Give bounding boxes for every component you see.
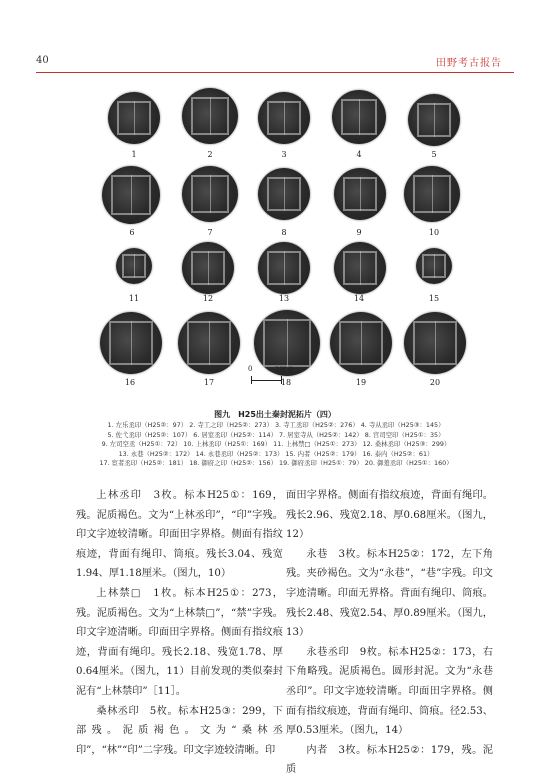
paragraph: 上林禁□ 1枚。标本H25①：273，残。泥质褐色。文为“上林禁□”，“禁”字残。印文字迹清晰。印面田字界格。侧面有指纹痕迹，背面有绳印。残长2.18、残宽1.78、厚0.64厘米。（图九，11）目前发现的类似秦封泥有“上林禁印”［11］。 — [76, 587, 283, 697]
seal-number: 7 — [207, 228, 213, 237]
paragraph: 永巷 3枚。标本H25②：172，左下角残。夹砂褐色。文为“永巷”，“巷”字残。印文字迹清晰。印面无界格。背面有绳印、筒痕。残长2.48、残宽2.54、厚0.89厘米。（图九，13） — [286, 548, 493, 639]
seal-number: 16 — [124, 378, 136, 387]
body-column-left — [76, 486, 283, 760]
seal-number: 10 — [428, 228, 440, 237]
seal-rubbing — [100, 312, 162, 374]
seal-number: 12 — [202, 294, 214, 303]
caption-line: 9. 左司空丞（H25①：72） 10. 上林丞印（H25①：169） 11. 上林禁□（H25①：273） 12. 桑林丞印（H25③：299） — [101, 440, 451, 449]
seal-rubbing — [178, 312, 240, 374]
page-number: 40 — [36, 55, 49, 66]
seal-rubbing — [258, 242, 310, 294]
caption-line: 17. 宦者丞印（H25②：181） 18. 御府之印（H25②：156） 19. 御府丞印（H25①：79） 20. 御羞丞印（H25①：160） — [99, 459, 453, 468]
paragraph: 面田字界格。侧面有指纹痕迹，背面有绳印。残长2.96、残宽2.18、厚0.68厘米。（图九，12） — [286, 490, 493, 541]
seal-number: 14 — [353, 294, 365, 303]
body-column-right — [286, 486, 493, 780]
seal-number: 20 — [429, 378, 441, 387]
scale-line — [251, 380, 281, 381]
seal-number: 8 — [281, 228, 287, 237]
scale-bar — [245, 365, 305, 396]
seal-rubbing — [182, 88, 238, 144]
seal-number: 9 — [356, 228, 362, 237]
seal-number: 19 — [355, 378, 367, 387]
seal-number: 5 — [431, 150, 437, 159]
seal-rubbing — [334, 242, 386, 294]
seal-rubbing — [334, 168, 386, 220]
paragraph: 永巷丞印 9枚。标本H25②：173，右下角略残。泥质褐色。圆形封泥。文为“永巷丞印”。印文字迹较清晰。印面田字界格。侧面有指纹痕迹，背面有绳印、筒痕。径2.53、厚0.53厘米。（图九，14） — [286, 646, 493, 737]
seal-rubbing — [332, 90, 386, 144]
paragraph: 内者 3枚。标本H25②：179，残。泥质 — [286, 744, 493, 776]
seal-rubbing — [408, 94, 460, 146]
seal-rubbing — [116, 248, 152, 284]
seal-rubbing — [404, 312, 466, 374]
figure-title: 图九 H25出土秦封泥拓片（四） — [214, 410, 336, 419]
seal-rubbing — [182, 166, 238, 222]
seal-number: 6 — [129, 228, 135, 237]
seal-number: 2 — [207, 150, 213, 159]
seal-rubbing — [258, 168, 310, 220]
seal-number: 15 — [428, 294, 440, 303]
seal-rubbing — [182, 242, 234, 294]
header-rule — [36, 72, 514, 73]
seal-number: 4 — [356, 150, 362, 159]
seal-number: 18 — [280, 378, 292, 387]
seal-number: 3 — [281, 150, 287, 159]
paragraph: 桑林丞印 5枚。标本H25③：299，下部残。泥质褐色。文为“桑林丞印”，“林”“印”二字残。印文字迹较清晰。印 — [76, 705, 283, 756]
seal-rubbing — [416, 248, 452, 284]
journal-title: 田野考古报告 — [436, 58, 502, 69]
seal-number: 1 — [131, 150, 137, 159]
caption-line: 5. 佐弋丞印（H25②：107） 6. 居室丞印（H25②：114） 7. 居室寺从（H25②：142） 8. 宫司空印（H25①：35） — [107, 430, 445, 439]
seal-rubbing — [108, 92, 160, 144]
scale-tick — [251, 376, 252, 384]
scale-tick — [281, 376, 282, 384]
seal-number: 17 — [203, 378, 215, 387]
seal-rubbing — [102, 166, 160, 224]
seal-number: 11 — [128, 294, 140, 303]
seal-rubbing — [258, 92, 310, 144]
figure-caption — [76, 421, 476, 469]
seal-rubbing — [404, 166, 460, 222]
caption-line: 13. 永巷（H25②：172） 14. 永巷丞印（H25②：173） 15. 内者（H25②：179） 16. 泰内（H25②：61） — [118, 449, 434, 458]
caption-line: 1. 左乐丞印（H25②：97） 2. 寺工之印（H25②：273） 3. 寺工丞印（H25②：276） 4. 寺从丞印（H25③：145） — [107, 421, 445, 429]
seal-number: 13 — [278, 294, 290, 303]
seal-rubbing — [330, 312, 392, 374]
scale-zero-label: 0 — [248, 365, 253, 373]
paragraph: 上林丞印 3枚。标本H25①：169，残。泥质褐色。文为“上林丞印”，“印”字残。印文字迹较清晰。印面田字界格。侧面有指纹痕迹，背面有绳印、筒痕。残长3.04、残宽1.94、厚1.18厘米。（图九，10） — [76, 490, 283, 580]
scale-unit-label: 2厘米 — [275, 366, 294, 374]
